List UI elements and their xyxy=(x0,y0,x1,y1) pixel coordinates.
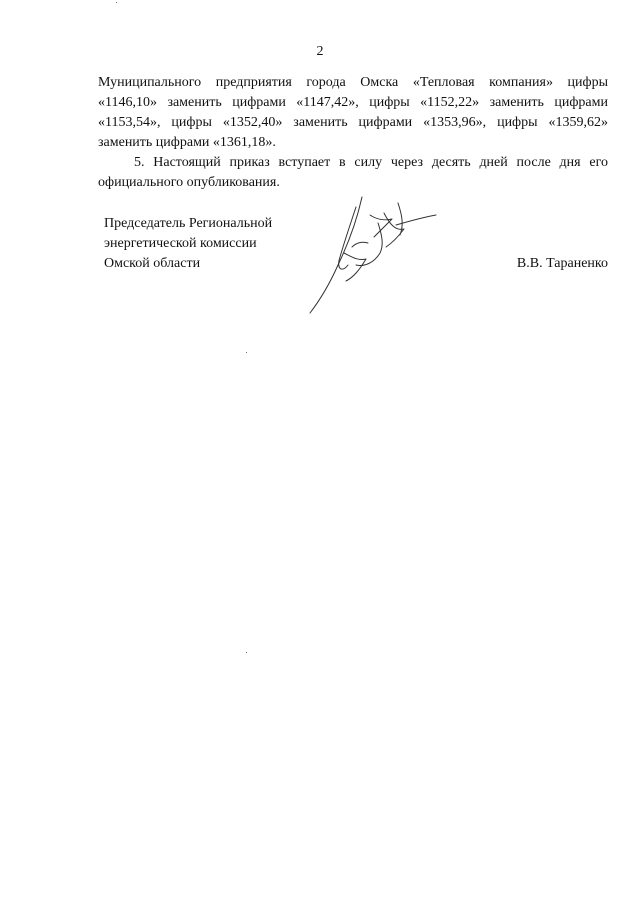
body-line-1: Муниципального предприятия города Омска «Тепловая компания» цифры xyxy=(98,75,608,90)
signatory-title-line-3: Омской области xyxy=(104,256,201,271)
signatory-title-line-2: энергетической комиссии xyxy=(104,236,257,251)
body-line-4: заменить цифрами «1361,18». xyxy=(98,135,276,150)
scan-speck xyxy=(116,2,117,3)
signer-name: В.В. Тараненко xyxy=(516,256,608,271)
handwritten-signature xyxy=(300,195,440,320)
scan-speck xyxy=(246,352,247,353)
signatory-title-line-1: Председатель Региональной xyxy=(104,216,273,231)
page-number: 2 xyxy=(316,44,324,59)
body-line-6: официального опубликования. xyxy=(98,175,280,190)
body-line-5: 5. Настоящий приказ вступает в силу через десять дней после дня его xyxy=(134,155,608,170)
body-line-3: «1153,54», цифры «1352,40» заменить цифрами «1353,96», цифры «1359,62» xyxy=(98,115,608,130)
body-line-2: «1146,10» заменить цифрами «1147,42», цифры «1152,22» заменить цифрами xyxy=(98,95,608,110)
order-text xyxy=(98,73,608,193)
scan-speck xyxy=(246,652,247,653)
signatory-title xyxy=(104,214,272,274)
